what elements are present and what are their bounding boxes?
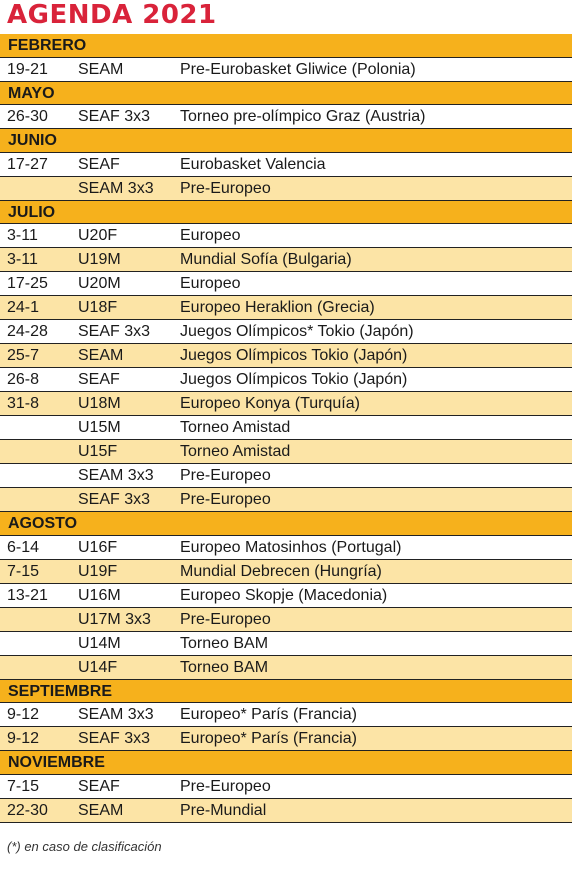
row-event: Mundial Sofía (Bulgaria)	[180, 251, 352, 268]
row-event: Europeo Konya (Turquía)	[180, 395, 360, 412]
row-category: SEAF 3x3	[78, 323, 151, 340]
row-category: U19F	[78, 562, 118, 580]
agenda-row	[0, 703, 572, 727]
row-date: 6-14	[7, 538, 40, 556]
row-event: Europeo* París (Francia)	[180, 706, 357, 723]
agenda-row	[0, 105, 572, 129]
row-event: Pre-Europeo	[180, 610, 271, 628]
row-event: Europeo Matosinhos (Portugal)	[180, 538, 402, 556]
row-category: U14M	[78, 634, 121, 652]
footnote: (*) en caso de clasificación	[7, 839, 162, 854]
row-category: SEAF 3x3	[78, 730, 151, 747]
row-event: Torneo BAM	[180, 658, 269, 676]
agenda-row	[0, 632, 572, 656]
row-date: 22-30	[7, 801, 48, 819]
agenda-row	[0, 727, 572, 751]
row-date: 9-12	[7, 730, 40, 747]
row-event: Europeo	[180, 227, 241, 244]
agenda-row	[0, 799, 572, 823]
month-header: JUNIO	[0, 129, 572, 153]
row-date: 3-11	[7, 251, 38, 268]
row-event: Torneo BAM	[180, 634, 269, 652]
month-header: SEPTIEMBRE	[0, 680, 572, 704]
row-event: Europeo Skopje (Macedonia)	[180, 586, 388, 604]
row-event: Europeo Heraklion (Grecia)	[180, 299, 375, 316]
month-header: FEBRERO	[0, 34, 572, 58]
row-event: Europeo* París (Francia)	[180, 730, 357, 747]
agenda-row	[0, 177, 572, 201]
row-date: 3-11	[7, 227, 38, 244]
row-date: 26-8	[7, 371, 40, 388]
row-category: U19M	[78, 251, 121, 268]
row-event: Torneo Amistad	[180, 443, 291, 460]
row-date: 17-25	[7, 275, 48, 292]
row-event: Pre-Europeo	[180, 467, 271, 484]
agenda-row	[0, 344, 572, 368]
row-date: 9-12	[7, 706, 40, 723]
row-event: Pre-Eurobasket Gliwice (Polonia)	[180, 60, 416, 78]
row-category: U18F	[78, 299, 118, 316]
row-event: Pre-Europeo	[180, 179, 271, 197]
row-category: SEAM	[78, 60, 124, 78]
agenda-row	[0, 560, 572, 584]
row-category: SEAM 3x3	[78, 467, 154, 484]
row-event: Pre-Europeo	[180, 777, 271, 795]
agenda-row	[0, 224, 572, 248]
row-event: Eurobasket Valencia	[180, 155, 326, 173]
row-category: SEAF	[78, 777, 120, 795]
row-category: SEAM	[78, 801, 124, 819]
row-category: SEAF 3x3	[78, 491, 151, 508]
row-category: SEAM	[78, 347, 124, 364]
agenda-row	[0, 248, 572, 272]
row-event: Mundial Debrecen (Hungría)	[180, 562, 382, 580]
row-category: SEAF	[78, 155, 120, 173]
row-event: Juegos Olímpicos* Tokio (Japón)	[180, 323, 414, 340]
agenda-row	[0, 584, 572, 608]
agenda-row	[0, 608, 572, 632]
row-date: 25-7	[7, 347, 40, 364]
agenda-title: AGENDA 2021	[7, 0, 217, 30]
agenda-row	[0, 368, 572, 392]
month-header: JULIO	[0, 201, 572, 225]
row-category: U18M	[78, 395, 121, 412]
row-category: U20M	[78, 275, 121, 292]
agenda-row	[0, 320, 572, 344]
row-category: SEAM 3x3	[78, 706, 154, 723]
agenda-row	[0, 58, 572, 82]
agenda-row	[0, 296, 572, 320]
agenda-row	[0, 488, 572, 512]
row-category: U17M 3x3	[78, 610, 151, 628]
month-header: MAYO	[0, 82, 572, 106]
row-date: 19-21	[7, 60, 48, 78]
row-event: Torneo Amistad	[180, 419, 291, 436]
agenda-row	[0, 153, 572, 177]
agenda-row	[0, 464, 572, 488]
row-event: Pre-Mundial	[180, 801, 267, 819]
row-category: U15M	[78, 419, 121, 436]
row-category: SEAF 3x3	[78, 108, 151, 125]
agenda-row	[0, 272, 572, 296]
row-event: Pre-Europeo	[180, 491, 271, 508]
row-category: U16F	[78, 538, 118, 556]
row-category: SEAF	[78, 371, 120, 388]
row-date: 31-8	[7, 395, 40, 412]
agenda-row	[0, 775, 572, 799]
agenda-row	[0, 416, 572, 440]
row-date: 17-27	[7, 155, 48, 173]
row-date: 7-15	[7, 777, 40, 795]
agenda-row	[0, 392, 572, 416]
row-date: 7-15	[7, 562, 40, 580]
row-category: U20F	[78, 227, 118, 244]
row-date: 26-30	[7, 108, 48, 125]
row-category: U16M	[78, 586, 121, 604]
month-header: AGOSTO	[0, 512, 572, 536]
row-event: Juegos Olímpicos Tokio (Japón)	[180, 371, 408, 388]
agenda-row	[0, 536, 572, 560]
row-date: 24-1	[7, 299, 40, 316]
row-category: SEAM 3x3	[78, 179, 154, 197]
row-category: U15F	[78, 443, 118, 460]
row-date: 24-28	[7, 323, 48, 340]
agenda-row	[0, 656, 572, 680]
row-event: Torneo pre-olímpico Graz (Austria)	[180, 108, 426, 125]
row-category: U14F	[78, 658, 118, 676]
row-event: Juegos Olímpicos Tokio (Japón)	[180, 347, 408, 364]
month-header: NOVIEMBRE	[0, 751, 572, 775]
row-date: 13-21	[7, 586, 48, 604]
row-event: Europeo	[180, 275, 241, 292]
agenda-row	[0, 440, 572, 464]
agenda-table	[0, 34, 572, 823]
